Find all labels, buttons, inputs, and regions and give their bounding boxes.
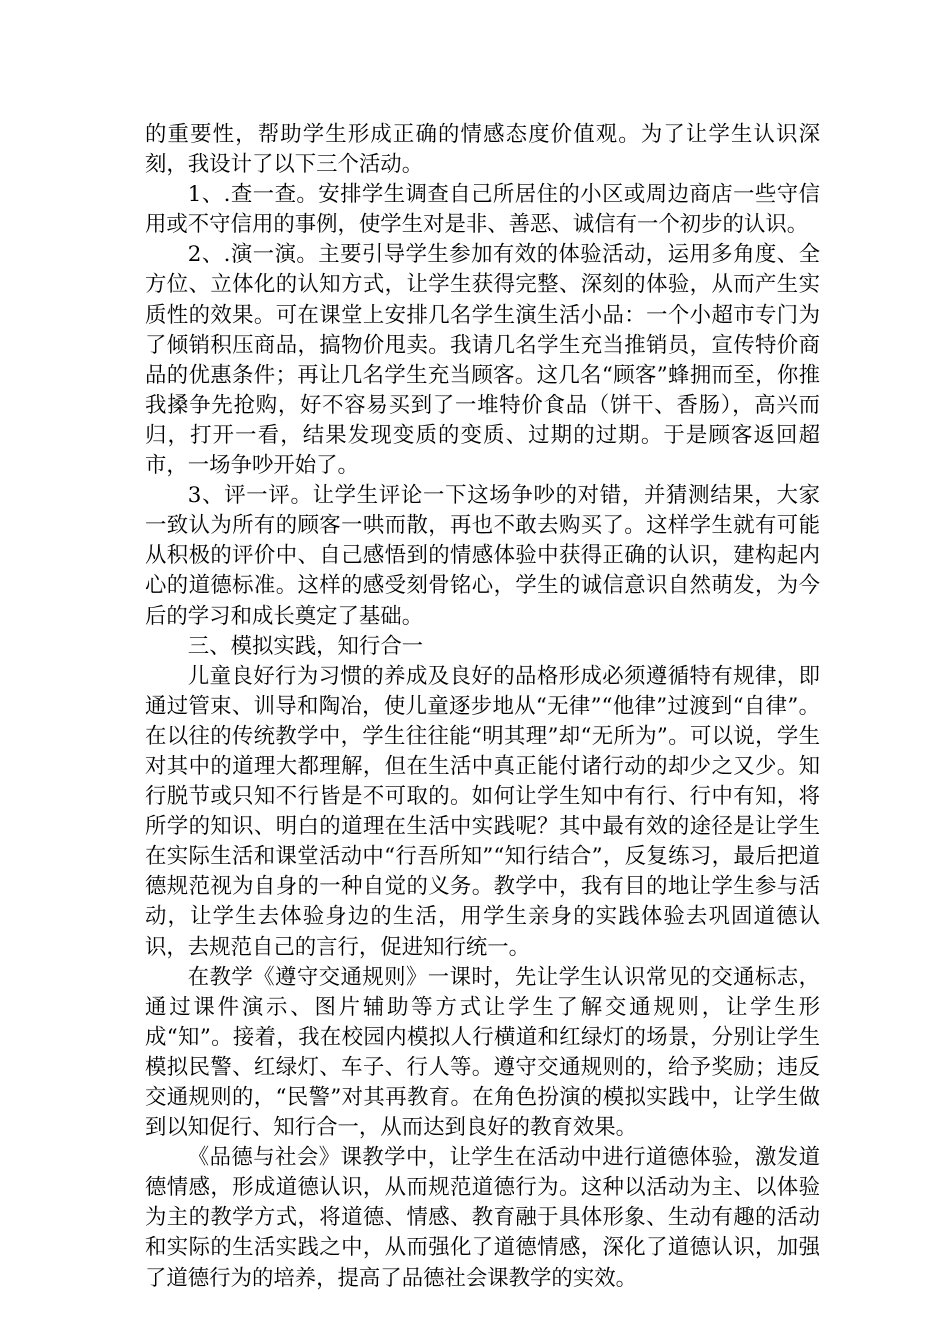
paragraph-activity-1: 1、.查一查。安排学生调查自己所居住的小区或周边商店一些守信用或不守信用的事例，使学生对是非、善恶、诚信有一个初步的认识。 — [145, 182, 820, 238]
document-page — [145, 120, 820, 1294]
paragraph-intro: 的重要性，帮助学生形成正确的情感态度价值观。为了让学生认识深刻，我设计了以下三个活动。 — [145, 122, 820, 178]
paragraph-conclusion: 《品德与社会》课教学中，让学生在活动中进行道德体验，激发道德情感，形成道德认识，从而规范道德行为。这种以活动为主、以体验为主的教学方式，将道德、情感、教育融于具体形象、生动有趣的活动和实际的生活实践之中，从而强化了道德情感，深化了道德认识，加强了道德行为的培养，提高了品德社会课教学的实效。 — [145, 1145, 820, 1291]
paragraph-body-1: 儿童良好行为习惯的养成及良好的品格形成必须遵循特有规律，即通过管束、训导和陶冶，使儿童逐步地从“无律”“他律”过渡到“自律”。在以往的传统教学中，学生往往能“明其理”却“无所为”。可以说，学生对其中的道理大都理解，但在生活中真正能付诸行动的却少之又少。知行脱节或只知不行皆是不可取的。如何让学生知中有行、行中有知，将所学的知识、明白的道理在生活中实践呢？其中最有效的途径是让学生在实际生活和课堂活动中“行吾所知”“知行结合”，反复练习，最后把道德规范视为自身的一种自觉的义务。教学中，我有目的地让学生参与活动，让学生去体验身边的生活，用学生亲身的实践体验去巩固道德认识，去规范自己的言行，促进知行统一。 — [145, 663, 820, 960]
section-heading: 三、模拟实践，知行合一 — [187, 633, 424, 659]
paragraph-body-2: 在教学《遵守交通规则》一课时，先让学生认识常见的交通标志，通过课件演示、图片辅助等方式让学生了解交通规则，让学生形成“知”。接着，我在校园内模拟人行横道和红绿灯的场景，分别让学生模拟民警、红绿灯、车子、行人等。遵守交通规则的，给予奖励；违反交通规则的，“民警”对其再教育。在角色扮演的模拟实践中，让学生做到以知促行、知行合一，从而达到良好的教育效果。 — [145, 964, 820, 1141]
paragraph-activity-2: 2、.演一演。主要引导学生参加有效的体验活动，运用多角度、全方位、立体化的认知方式，让学生获得完整、深刻的体验，从而产生实质性的效果。可在课堂上安排几名学生演生活小品：一个小超市专门为了倾销积压商品，搞物价甩卖。我请几名学生充当推销员，宣传特价商品的优惠条件；再让几名学生充当顾客。这几名“顾客”蜂拥而至，你推我搡争先抢购，好不容易买到了一堆特价食品（饼干、香肠），高兴而归，打开一看，结果发现变质的变质、过期的过期。于是顾客返回超市，一场争吵开始了。 — [145, 242, 820, 479]
paragraph-activity-3: 3、评一评。让学生评论一下这场争吵的对错，并猜测结果，大家一致认为所有的顾客一哄而散，再也不敢去购买了。这样学生就有可能从积极的评价中、自己感悟到的情感体验中获得正确的认识，建构起内心的道德标准。这样的感受刻骨铭心，学生的诚信意识自然萌发，为今后的学习和成长奠定了基础。 — [145, 483, 820, 629]
